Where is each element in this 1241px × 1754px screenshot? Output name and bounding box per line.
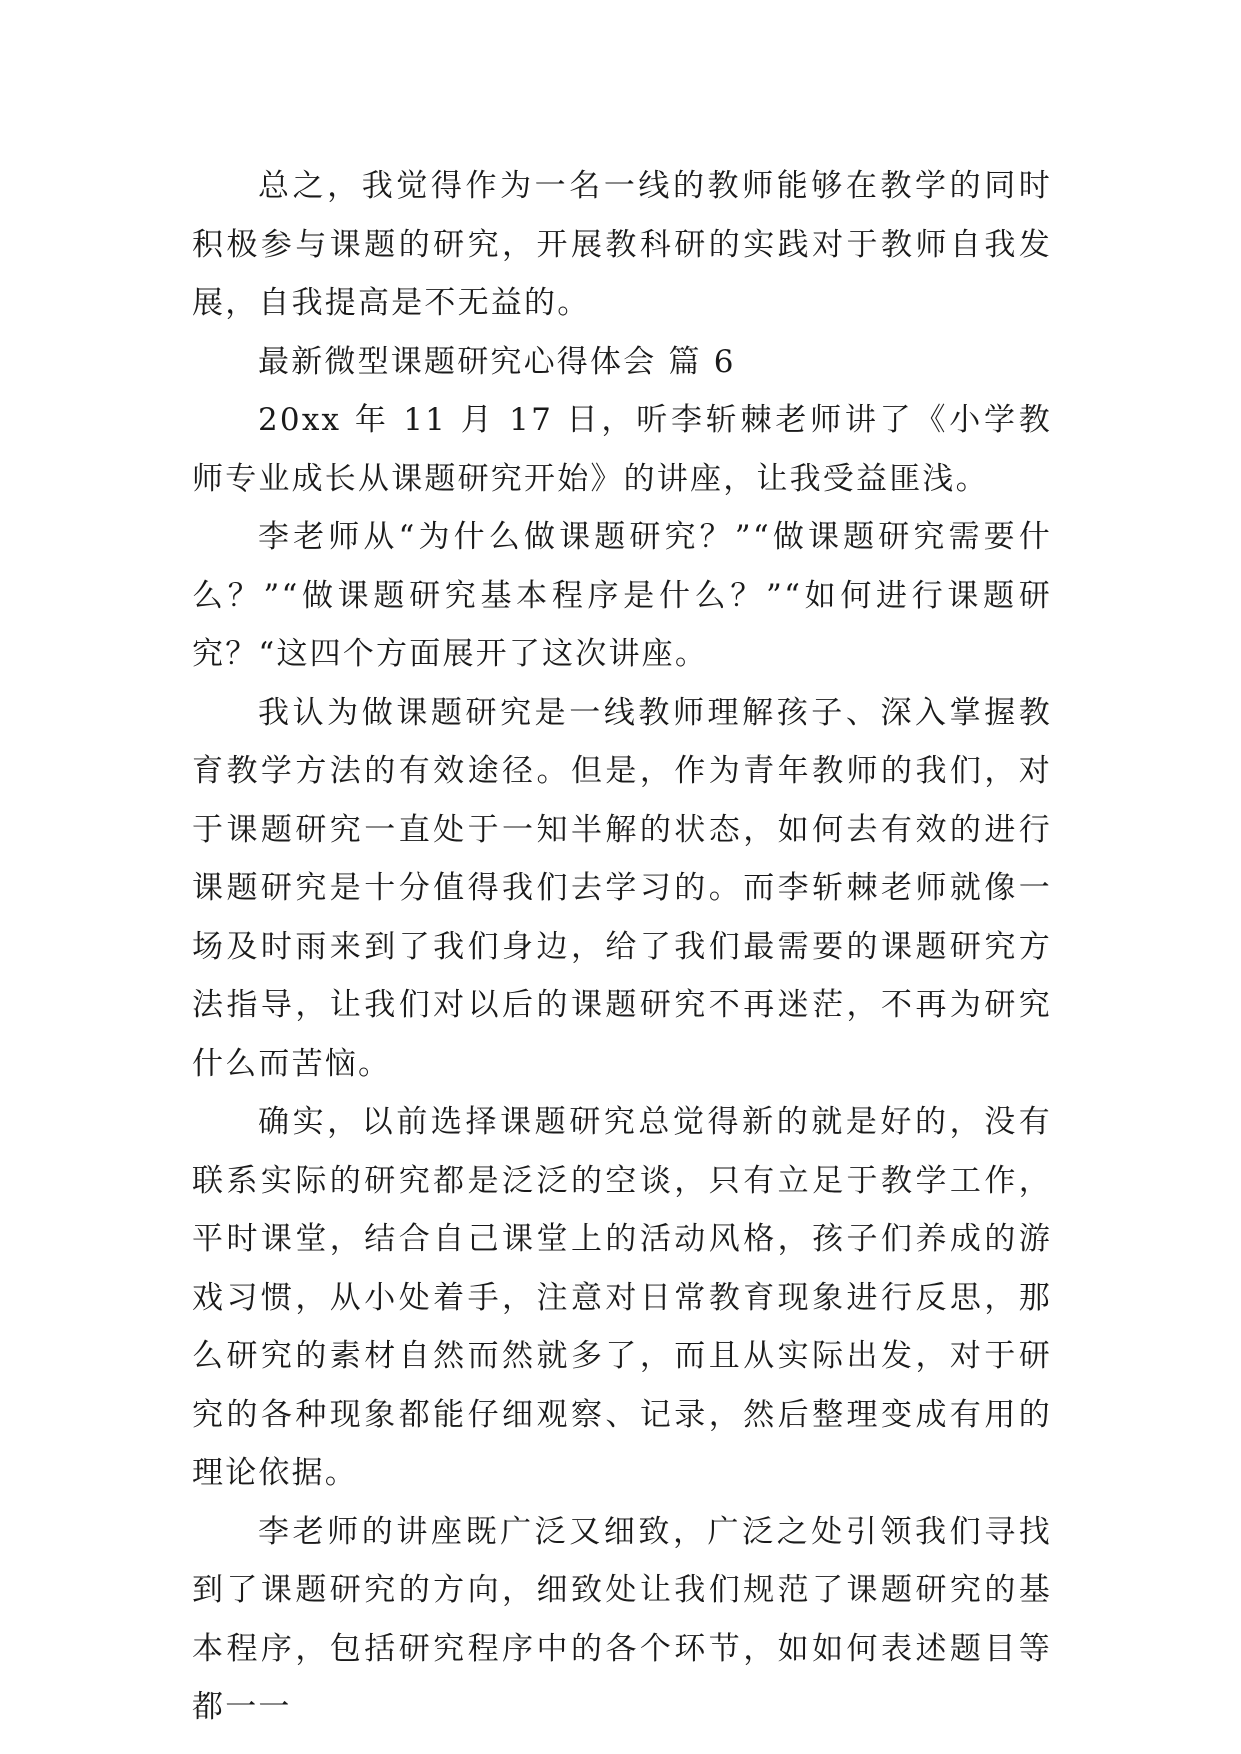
paragraph-research-opinion: 我认为做课题研究是一线教师理解孩子、深入掌握教育教学方法的有效途径。但是，作为青年教师的我们，对于课题研究一直处于一知半解的状态，如何去有效的进行课题研究是十分值得我们去学习的。而李斩棘老师就像一场及时雨来到了我们身边，给了我们最需要的课题研究方法指导，让我们对以后的课题研究不再迷茫，不再为研究什么而苦恼。 bbox=[192, 694, 1052, 1082]
section-heading: 最新微型课题研究心得体会 篇 6 bbox=[258, 343, 736, 380]
paragraph-lecture-topics: 李老师从“为什么做课题研究？”“做课题研究需要什么？”“做课题研究基本程序是什么？”“如何进行课题研究？“这四个方面展开了这次讲座。 bbox=[192, 519, 1052, 672]
paragraph-lecture-date: 20xx 年 11 月 17 日，听李斩棘老师讲了《小学教师专业成长从课题研究开始》的讲座，让我受益匪浅。 bbox=[192, 402, 1052, 497]
document-body bbox=[192, 157, 1052, 1737]
paragraph-conclusion: 总之，我觉得作为一名一线的教师能够在教学的同时积极参与课题的研究，开展教科研的实践对于教师自我发展，自我提高是不无益的。 bbox=[192, 168, 1052, 321]
paragraph-research-practice: 确实，以前选择课题研究总觉得新的就是好的，没有联系实际的研究都是泛泛的空谈，只有立足于教学工作，平时课堂，结合自己课堂上的活动风格，孩子们养成的游戏习惯，从小处着手，注意对日常教育现象进行反思，那么研究的素材自然而然就多了，而且从实际出发，对于研究的各种现象都能仔细观察、记录，然后整理变成有用的理论依据。 bbox=[192, 1104, 1052, 1491]
paragraph-lecture-summary: 李老师的讲座既广泛又细致，广泛之处引领我们寻找到了课题研究的方向，细致处让我们规范了课题研究的基本程序，包括研究程序中的各个环节，如如何表述题目等都一一 bbox=[192, 1513, 1052, 1725]
